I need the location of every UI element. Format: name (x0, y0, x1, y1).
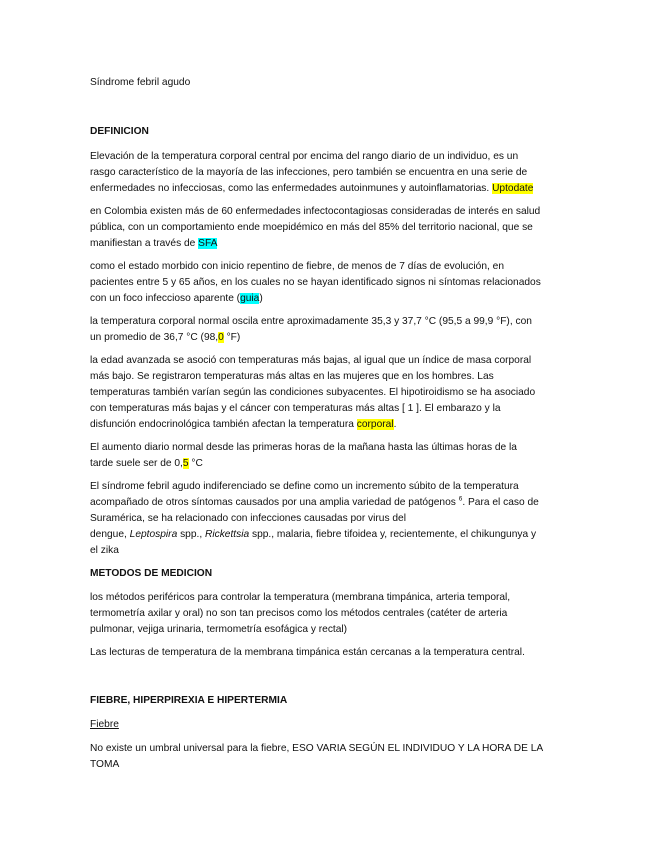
highlight-guia: guia (240, 293, 260, 304)
p5-line: la edad avanzada se asoció con temperaturas más bajas, al igual que un índice de masa corporal (90, 355, 532, 366)
heading-fiebre-hiperpirexia: FIEBRE, HIPERPIREXIA E HIPERTERMIA (90, 695, 288, 706)
p8-line: los métodos periféricos para controlar la temperatura (membrana timpánica, arteria temporal, (90, 592, 511, 603)
p8-line: termometría axilar y oral) no son tan precisos como los métodos centrales (catéter de arteria (90, 608, 508, 619)
p5-line: temperaturas también varían según las condiciones subyacentes. El hipotiroidismo se ha asociado (90, 387, 536, 398)
p3-line: como el estado morbido con inicio repentino de fiebre, de menos de 7 días de evolución, en (90, 261, 504, 272)
p2-line: manifiestan a través de SFA (90, 238, 218, 249)
p7-line: Suramérica, se ha relacionado con infecciones causadas por virus del (90, 513, 406, 524)
p1-line: Elevación de la temperatura corporal central por encima del rango diario de un individuo, es un (90, 151, 519, 162)
highlight-zero: 0 (218, 332, 224, 343)
p1-line: rasgo característico de la mayoría de las infecciones, pero también se encuentra en una serie de (90, 167, 528, 178)
p8-line: pulmonar, vejiga urinaria, termometría esofágica y rectal) (90, 624, 348, 635)
p7-line: El síndrome febril agudo indiferenciado se define como un incremento súbito de la temperatura (90, 481, 519, 492)
p4-line: la temperatura corporal normal oscila entre aproximadamente 35,3 y 37,7 °C (95,5 a 99,9 °F), con (90, 316, 532, 327)
p6-line: El aumento diario normal desde las primeras horas de la mañana hasta las últimas horas de la (90, 442, 517, 453)
p5-line: con temperaturas más bajas y el cáncer con temperaturas más altas [ 1 ]. El embarazo y la (90, 403, 501, 414)
p10-line: TOMA (90, 759, 120, 770)
p5-line: disfunción endocrinológica también afectan la temperatura corporal. (90, 419, 397, 430)
p3-line: pacientes entre 5 y 65 años, en los cuales no se hayan identificado signos ni síntomas relacionados (90, 277, 541, 288)
highlight-uptodate: Uptodate (492, 183, 534, 194)
p2-line: pública, con un comportamiento ende moepidémico en más del 85% del territorio nacional, que se (90, 222, 533, 233)
p3-line: con un foco infeccioso aparente (guia) (90, 293, 263, 304)
citation-superscript: 6 (458, 495, 463, 503)
heading-definicion: DEFINICION (90, 126, 149, 137)
p10-line: No existe un umbral universal para la fiebre, ESO VARIA SEGÚN EL INDIVIDUO Y LA HORA DE LA (90, 743, 544, 754)
p7-line: dengue, Leptospira spp., Rickettsia spp., malaria, fiebre tifoidea y, recientemente, el chikungunya y (90, 529, 537, 540)
highlight-five: 5 (182, 458, 189, 469)
p2-line: en Colombia existen más de 60 enfermedades infectocontagiosas consideradas de interés en salud (90, 206, 541, 217)
p1-line: enfermedades no infecciosas, como las enfermedades autoinmunes y autoinflamatorias. Uptodate (90, 183, 534, 194)
p4-line: un promedio de 36,7 °C (98,0 °F) (90, 332, 241, 343)
p7-line: acompañado de otros síntomas causados por una amplia variedad de patógenos $^6$. Para el caso de (90, 495, 539, 508)
p5-line: más bajo. Se registraron temperaturas más altas en las mujeres que en los hombres. Las (90, 371, 494, 382)
document-title: Síndrome febril agudo (90, 77, 191, 88)
p6-line: tarde suele ser de 0,5 °C (90, 458, 203, 469)
subheading-fiebre: Fiebre (90, 719, 119, 730)
highlight-corporal: corporal (356, 419, 394, 430)
heading-metodos: METODOS DE MEDICION (90, 568, 213, 579)
highlight-sfa: SFA (198, 238, 218, 249)
p9-line: Las lecturas de temperatura de la membrana timpánica están cercanas a la temperatura central. (90, 647, 525, 658)
p7-line: el zika (90, 545, 119, 556)
